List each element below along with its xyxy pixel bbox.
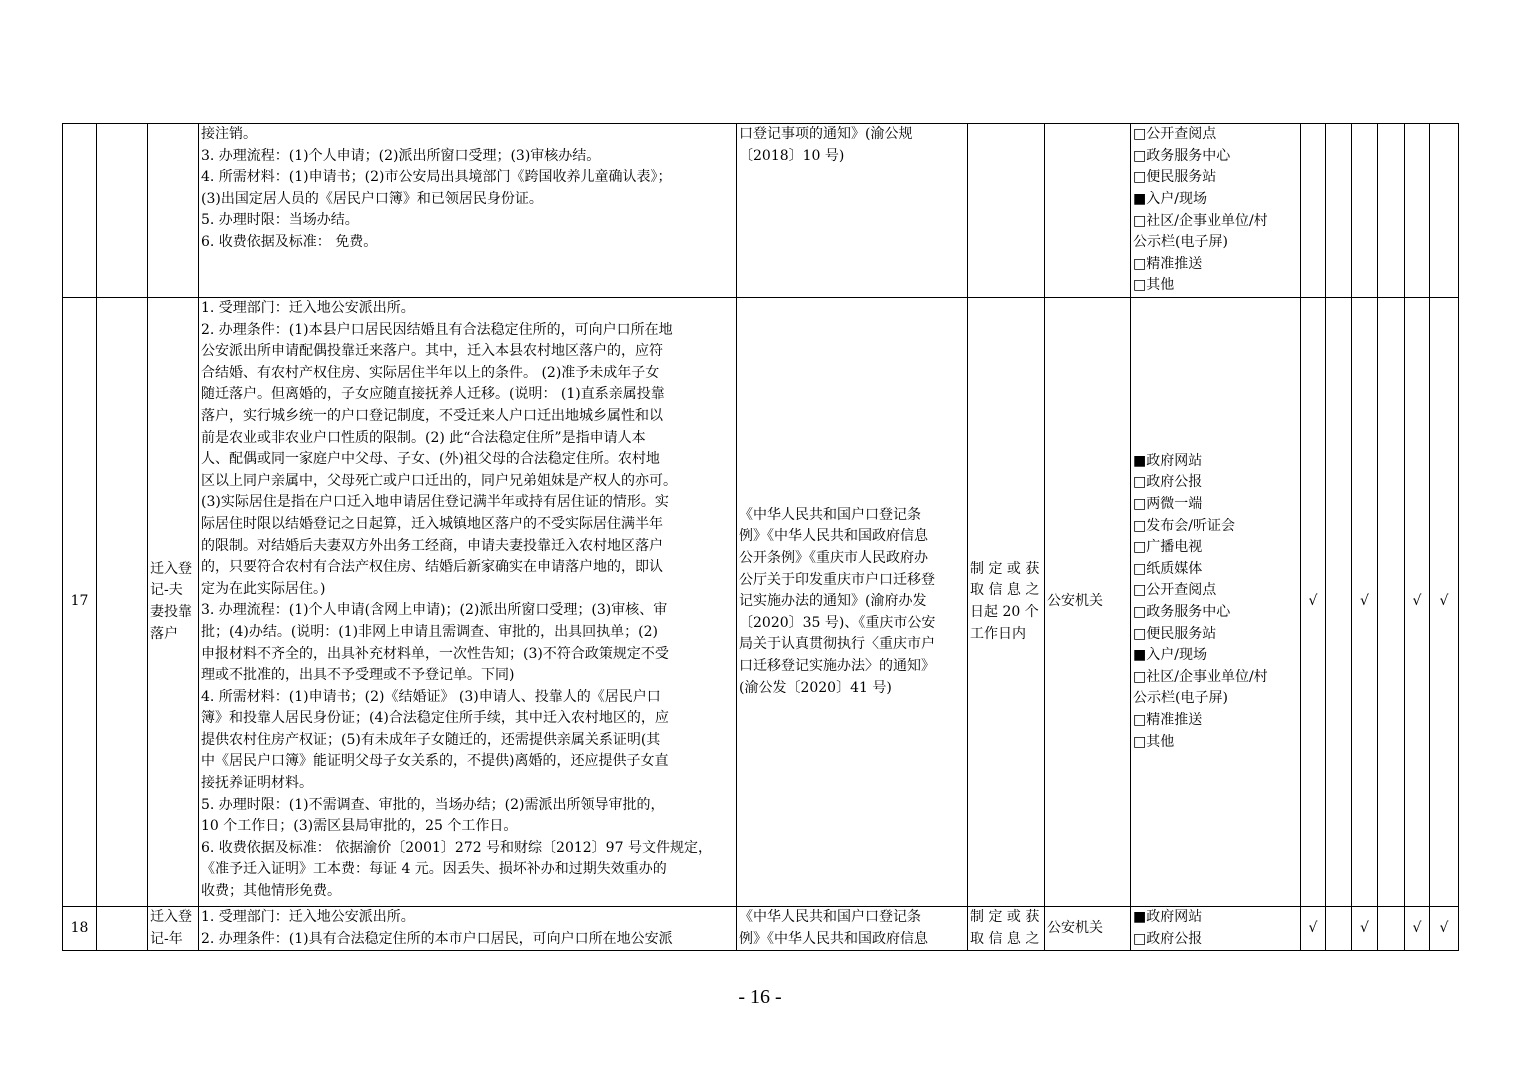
text-line: □纸质媒体 — [1133, 560, 1203, 577]
text-line: 前是农业或非农业户口性质的限制。(2) 此“合法稳定住所”是指申请人本 — [201, 429, 646, 446]
text-line: 公示栏(电子屏) — [1133, 234, 1228, 251]
text-line: 中《居民户口簿》能证明父母子女关系的，不提供)离婚的，还应提供子女直 — [201, 753, 669, 770]
check-cell — [1378, 907, 1405, 951]
text-line: □广播电视 — [1133, 539, 1203, 556]
item-name-cell — [148, 907, 199, 951]
text-line: 6. 收费依据及标准： 依据渝价〔2001〕272 号和财综〔2012〕97 号文件规定， — [201, 839, 712, 856]
text-line: □政务服务中心 — [1133, 147, 1231, 164]
text-line: □精准推送 — [1133, 255, 1203, 272]
disclosure-table — [62, 123, 1459, 951]
text-line: 局关于认真贯彻执行〈重庆市户 — [739, 636, 935, 653]
text-line: 《准予迁入证明》工本费：每证 4 元。因丢失、损坏补办和过期失效重办的 — [201, 861, 667, 878]
text-line: (渝公发〔2020〕41 号) — [739, 679, 892, 696]
text-line: 例》《中华人民共和国政府信息 — [739, 930, 928, 947]
text-line: □社区/企事业单位/村 — [1133, 668, 1268, 685]
text-line: ■入户/现场 — [1133, 190, 1207, 207]
text-line: □政府公报 — [1133, 930, 1203, 947]
text-line: 的限制。对结婚后夫妻双方外出务工经商，申请夫妻投靠迁入农村地区落户 — [201, 537, 663, 554]
text-line: 日起 20 个 — [970, 604, 1039, 620]
text-line: 际居住时限以结婚登记之日起算，迁入城镇地区落户的不受实际居住满半年 — [201, 515, 663, 532]
text-line: 〔2020〕35 号)、《重庆市公安 — [739, 614, 936, 631]
text-line: 提供农村住房产权证；(5)有未成年子女随迁的，还需提供亲属关系证明(其 — [201, 731, 661, 748]
text-line: □公开查阅点 — [1133, 126, 1217, 143]
subject-cell — [1045, 124, 1131, 298]
subject-cell: 公安机关 — [1045, 298, 1131, 907]
table-row — [63, 124, 1459, 298]
check-cell — [1352, 124, 1378, 298]
text-line: □社区/企事业单位/村 — [1133, 212, 1268, 229]
text-line: 10 个工作日；(3)需区县局审批的，25 个工作日。 — [201, 818, 518, 835]
text-line: 《中华人民共和国户口登记条 — [739, 506, 921, 523]
row-index: 18 — [63, 907, 97, 951]
text-line: ■政府网站 — [1133, 909, 1203, 925]
text-line: 6. 收费依据及标准： 免费。 — [201, 233, 378, 250]
content-cell — [199, 907, 737, 951]
text-line: 批；(4)办结。(说明：(1)非网上申请且需调查、审批的，出具回执单；(2) — [201, 623, 658, 640]
check-cell — [1378, 124, 1405, 298]
text-line: □便民服务站 — [1133, 625, 1217, 642]
channels-cell — [1131, 907, 1301, 951]
text-line: □发布会/听证会 — [1133, 517, 1235, 534]
check-cell: √ — [1405, 907, 1430, 951]
text-line: 迁入登 — [150, 560, 192, 577]
text-line: 口迁移登记实施办法〉的通知》 — [739, 657, 935, 674]
text-line: □政务服务中心 — [1133, 604, 1231, 620]
content-cell — [199, 298, 737, 907]
channels-cell — [1131, 124, 1301, 298]
text-line: 妻投靠 — [150, 604, 192, 620]
basis-cell — [737, 907, 968, 951]
text-line: 人、配偶或同一家庭户中父母、子女、(外)祖父母的合法稳定住所。农村地 — [201, 451, 660, 468]
text-line: 落户，实行城乡统一的户口登记制度，不受迁来人户口迁出地城乡属性和以 — [201, 407, 663, 424]
text-line: 记-夫 — [150, 582, 183, 599]
text-line: 2. 办理条件：(1)本县户口居民因结婚且有合法稳定住所的，可向户口所在地 — [201, 321, 673, 338]
text-line: (3)出国定居人员的《居民户口簿》和已领居民身份证。 — [201, 190, 543, 207]
channels-cell — [1131, 298, 1301, 907]
check-cell: √ — [1430, 298, 1459, 907]
time-limit-cell — [968, 907, 1045, 951]
text-line: 定为在此实际居住。) — [201, 580, 326, 597]
check-cell — [1326, 907, 1352, 951]
text-line: 记实施办法的通知》(渝府办发 — [739, 593, 927, 610]
check-cell — [1405, 124, 1430, 298]
row-index: 17 — [63, 298, 97, 907]
page-number: - 16 - — [738, 986, 782, 1008]
text-line: □两微一端 — [1133, 496, 1203, 513]
table-row — [63, 298, 1459, 907]
text-line: 接抚养证明材料。 — [201, 775, 313, 792]
time-limit-cell — [968, 124, 1045, 298]
text-line: □其他 — [1133, 733, 1175, 750]
text-line: 4. 所需材料：(1)申请书；(2)《结婚证》 (3)申请人、投靠人的《居民户口 — [201, 688, 661, 705]
item-name-cell — [148, 298, 199, 907]
check-cell: √ — [1430, 907, 1459, 951]
empty-cell — [97, 298, 148, 907]
text-line: 5. 办理时限：(1)不需调查、审批的，当场办结；(2)需派出所领导审批的， — [201, 796, 665, 813]
check-cell: √ — [1301, 907, 1326, 951]
text-line: □政府公报 — [1133, 474, 1203, 491]
check-cell — [1326, 298, 1352, 907]
text-line: 2. 办理条件：(1)具有合法稳定住所的本市户口居民，可向户口所在地公安派 — [201, 930, 673, 947]
text-line: 1. 受理部门：迁入地公安派出所。 — [201, 909, 415, 925]
text-line: 制 定 或 获 — [970, 909, 1040, 925]
text-line: 工作日内 — [970, 625, 1026, 642]
row-index — [63, 124, 97, 298]
text-line: □其他 — [1133, 277, 1175, 294]
basis-cell — [737, 124, 968, 298]
text-line: 收费；其他情形免费。 — [201, 883, 341, 900]
table-row — [63, 907, 1459, 951]
text-line: 口登记事项的通知》(渝公规 — [739, 126, 913, 142]
text-line: 理或不批准的，出具不予受理或不予登记单。下同) — [201, 667, 515, 684]
text-line: 公厅关于印发重庆市户口迁移登 — [739, 571, 935, 588]
check-cell: √ — [1352, 298, 1378, 907]
text-line: 公开条例》《重庆市人民政府办 — [739, 550, 928, 567]
item-name-cell — [148, 124, 199, 298]
text-line: 4. 所需材料：(1)申请书；(2)市公安局出具境部门《跨国收养儿童确认表》； — [201, 169, 672, 186]
text-line: 5. 办理时限：当场办结。 — [201, 212, 359, 229]
text-line: 区以上同户亲属中，父母死亡或户口迁出的，同户兄弟姐妹是产权人的亦可。 — [201, 472, 677, 489]
text-line: 随迁落户。但离婚的，子女应随直接抚养人迁移。(说明： (1)直系亲属投靠 — [201, 386, 665, 403]
text-line: 迁入登 — [150, 909, 192, 925]
text-line: □便民服务站 — [1133, 169, 1217, 186]
text-line: 簿》和投靠人居民身份证；(4)合法稳定住所手续，其中迁入农村地区的，应 — [201, 710, 669, 727]
text-line: (3)实际居住是指在户口迁入地申请居住登记满半年或持有居住证的情形。实 — [201, 494, 669, 511]
check-cell — [1301, 124, 1326, 298]
text-line: 1. 受理部门：迁入地公安派出所。 — [201, 300, 415, 316]
basis-cell — [737, 298, 968, 907]
text-line: 制 定 或 获 — [970, 560, 1040, 577]
check-cell — [1326, 124, 1352, 298]
text-line: 《中华人民共和国户口登记条 — [739, 909, 921, 925]
text-line: 接注销。 — [201, 126, 257, 142]
text-line: 公示栏(电子屏) — [1133, 690, 1228, 707]
text-line: 〔2018〕10 号) — [739, 147, 845, 164]
empty-cell — [97, 124, 148, 298]
text-line: 记-年 — [150, 930, 183, 947]
content-cell — [199, 124, 737, 298]
check-cell: √ — [1352, 907, 1378, 951]
text-line: 3. 办理流程：(1)个人申请；(2)派出所窗口受理；(3)审核办结。 — [201, 147, 601, 164]
check-cell — [1430, 124, 1459, 298]
text-line: 的，只要符合农村有合法产权住房、结婚后新家确实在申请落户地的，即认 — [201, 559, 663, 576]
empty-cell — [97, 907, 148, 951]
text-line: 申报材料不齐全的，出具补充材料单，一次性告知；(3)不符合政策规定不受 — [201, 645, 669, 662]
subject-cell: 公安机关 — [1045, 907, 1131, 951]
text-line: □公开查阅点 — [1133, 582, 1217, 599]
text-line: □精准推送 — [1133, 711, 1203, 728]
text-line: 合结婚、有农村产权住房、实际居住半年以上的条件。 (2)准予未成年子女 — [201, 364, 660, 381]
check-cell: √ — [1301, 298, 1326, 907]
check-cell — [1378, 298, 1405, 907]
text-line: 3. 办理流程：(1)个人申请(含网上申请)；(2)派出所窗口受理；(3)审核、审 — [201, 602, 668, 619]
text-line: 落户 — [150, 625, 178, 642]
text-line: 取 信 息 之 — [970, 930, 1040, 947]
text-line: ■入户/现场 — [1133, 647, 1207, 664]
text-line: ■政府网站 — [1133, 452, 1203, 469]
text-line: 取 信 息 之 — [970, 582, 1040, 599]
check-cell: √ — [1405, 298, 1430, 907]
text-line: 例》《中华人民共和国政府信息 — [739, 528, 928, 545]
time-limit-cell — [968, 298, 1045, 907]
text-line: 公安派出所申请配偶投靠迁来落户。其中，迁入本县农村地区落户的，应符 — [201, 343, 663, 360]
